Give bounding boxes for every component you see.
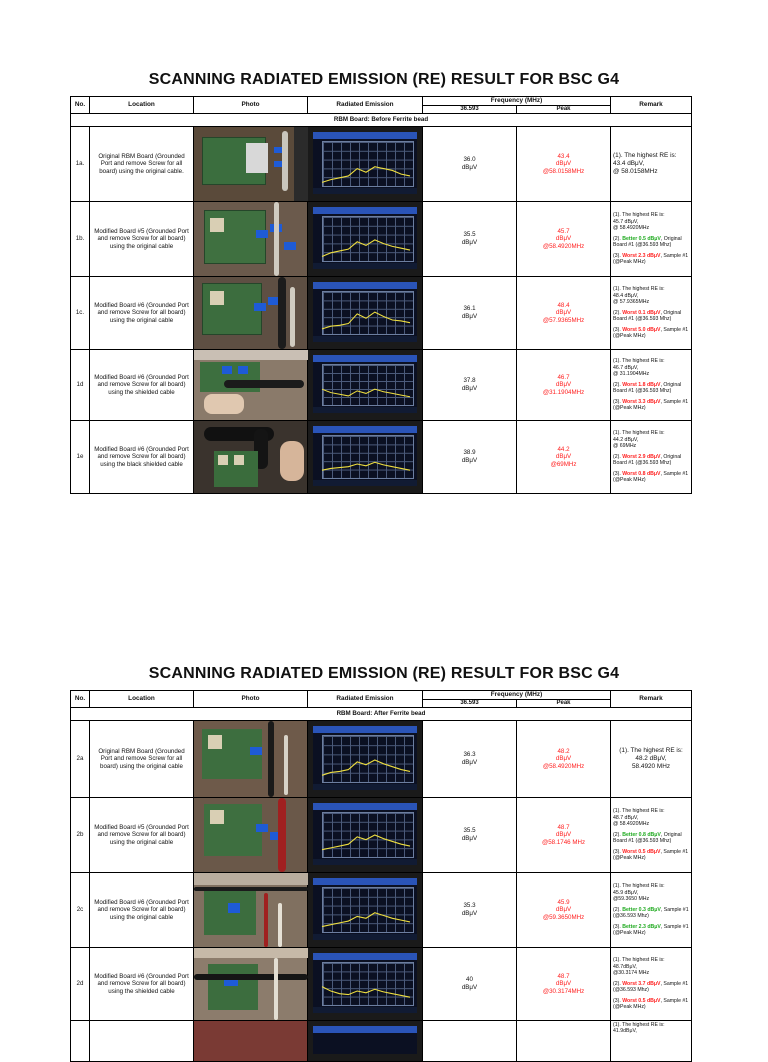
remark-prefix: (2). (613, 309, 621, 316)
table-row (71, 420, 692, 493)
header-location: Location (90, 97, 194, 114)
emission-table (70, 690, 692, 1062)
remark-line: (1). The highest RE is: (613, 883, 665, 890)
board-photo (194, 797, 308, 872)
peak-frequency: @58.1746 MHz (541, 838, 586, 846)
board-photo (194, 947, 308, 1020)
remark-rest: , Sample #1 (@Peak MHz) (613, 326, 689, 340)
remark-line: (1). The highest RE is: (613, 957, 665, 964)
remark-line: @ 69MHz (613, 443, 637, 450)
row-remark (611, 720, 692, 797)
emission-table (70, 96, 692, 494)
table-row (71, 349, 692, 420)
remark-line: (1). The highest RE is: (613, 151, 677, 159)
table-row (71, 797, 692, 872)
peak-number: 48.4 (557, 301, 570, 309)
row-location: Modified Board #6 (Grounded Port and remove Screw for all board) using the shielded cable (90, 349, 194, 420)
board-photo (194, 126, 308, 201)
row-location: Modified Board #5 (Grounded Port and remove Screw for all board) using the original cable (90, 201, 194, 276)
peak-number: 45.9 (557, 898, 570, 906)
remark-rest: , Sample #1 (@Peak MHz) (613, 470, 689, 484)
header-photo: Photo (194, 97, 308, 114)
remark-highlight: Worst 0.1 dBμV (622, 309, 661, 316)
row-number: 1c. (71, 276, 90, 349)
peak-frequency: @58.0158MHz (542, 167, 585, 175)
remark-highlight: Worst 0.5 dBμV (622, 848, 661, 855)
remark-comparison (613, 310, 689, 323)
remark-line: 45.9 dBμV, (613, 889, 639, 896)
peak-number: 43.4 (557, 152, 570, 160)
remark-highlight: Better 0.3 dBμV (622, 906, 661, 913)
peak-value (517, 872, 611, 947)
section-1-title: SCANNING RADIATED EMISSION (RE) RESULT FOR BSC G4 (148, 71, 620, 88)
row-remark (611, 797, 692, 872)
remark-comparison (613, 471, 689, 484)
peak-number: 46.7 (557, 373, 570, 381)
remark-rest: , Sample #1 (@Peak MHz) (613, 848, 689, 862)
remark-rest: , Sample #1 (@Peak MHz) (613, 997, 689, 1011)
peak-number: 48.7 (557, 823, 570, 831)
peak-frequency: @69MHz (550, 460, 577, 468)
board-photo (194, 420, 308, 493)
board-photo (194, 720, 308, 797)
value-36593 (423, 126, 517, 201)
remark-line: (1). The highest RE is: (613, 212, 665, 219)
table-row (71, 201, 692, 276)
board-photo (194, 872, 308, 947)
row-number: 2a (71, 720, 90, 797)
spectrum-screenshot (308, 349, 423, 420)
spectrum-screenshot (308, 126, 423, 201)
row-remark (611, 1020, 692, 1061)
row-number: 2b (71, 797, 90, 872)
value-36593 (423, 349, 517, 420)
remark-highlight: Worst 2.9 dBμV (622, 453, 661, 460)
remark-line: @59.3650 MHz (613, 896, 650, 903)
row-number: 1e (71, 420, 90, 493)
spectrum-screenshot (308, 947, 423, 1020)
remark-line: (1). The highest RE is: (613, 358, 665, 365)
remark-line: @ 58.4920MHz (613, 225, 650, 232)
remark-prefix: (2). (613, 831, 621, 838)
remark-highlight: Better 0.5 dBμV (622, 235, 661, 242)
spectrum-screenshot (308, 797, 423, 872)
peak-unit: dBμV (555, 381, 572, 389)
peak-unit: dBμV (555, 235, 572, 243)
row-remark (611, 947, 692, 1020)
remark-line: 58.4920 MHz (632, 762, 671, 770)
value-unit: dBμV (461, 758, 478, 766)
value-number: 36.3 (463, 751, 476, 759)
remark-rest: , Sample #1 (@36.593 Mhz) (613, 980, 689, 994)
table-row (71, 872, 692, 947)
remark-line: @ 57.9365MHz (613, 299, 650, 306)
remark-highlight: Worst 3.7 dBμV (622, 980, 661, 987)
remark-comparison (613, 399, 689, 412)
table-row (71, 1020, 692, 1061)
row-location: Modified Board #6 (Grounded Port and remove Screw for all board) using the original cable (90, 872, 194, 947)
row-remark (611, 420, 692, 493)
row-location: Modified Board #5 (Grounded Port and remove Screw for all board) using the original cable (90, 797, 194, 872)
remark-comparison (613, 327, 689, 340)
header-no: No. (71, 691, 90, 708)
remark-prefix: (3). (613, 923, 621, 930)
remark-rest: , Original Board #1 (@36.593 Mhz) (613, 453, 682, 467)
remark-rest: , Original Board #1 (@36.593 Mhz) (613, 381, 682, 395)
results-table-after-ferrite (70, 690, 691, 1035)
peak-frequency: @30.3174MHz (542, 987, 585, 995)
remark-highlight: Worst 0.5 dBμV (622, 997, 661, 1004)
remark-line: (1). The highest RE is: (613, 286, 665, 293)
remark-prefix: (3). (613, 997, 621, 1004)
peak-number: 44.2 (557, 445, 570, 453)
row-remark (611, 276, 692, 349)
remark-line: 44.2 dBμV, (613, 436, 639, 443)
value-unit: dBμV (461, 456, 478, 464)
header-location: Location (90, 691, 194, 708)
value-unit: dBμV (461, 983, 478, 991)
remark-highlight: Worst 3.3 dBμV (622, 398, 661, 405)
value-36593 (423, 420, 517, 493)
row-remark (611, 201, 692, 276)
header-freq-36593: 36.593 (423, 105, 517, 113)
remark-highlight: Worst 2.3 dBμV (622, 252, 661, 259)
row-number (71, 1020, 90, 1061)
peak-frequency: @59.3650MHz (542, 913, 585, 921)
remark-comparison (613, 382, 689, 395)
peak-value (517, 126, 611, 201)
peak-number: 48.2 (557, 747, 570, 755)
value-unit: dBμV (461, 238, 478, 246)
table-row (71, 276, 692, 349)
spectrum-screenshot (308, 720, 423, 797)
remark-line: 48.2 dBμV, (635, 754, 667, 762)
subheader-before-ferrite: RBM Board: Before Ferrite bead (71, 113, 692, 126)
peak-value (517, 947, 611, 1020)
spectrum-screenshot (308, 201, 423, 276)
remark-prefix: (2). (613, 235, 621, 242)
row-number: 1d (71, 349, 90, 420)
remark-highlight: Worst 0.8 dBμV (622, 470, 661, 477)
remark-line: 48.7 dBμV, (613, 814, 639, 821)
remark-line: 48.7dBμV, (613, 963, 637, 970)
peak-unit: dBμV (555, 755, 572, 763)
remark-line: (1). The highest RE is: (619, 746, 683, 754)
row-location: Modified Board #6 (Grounded Port and remove Screw for all board) using the original cable (90, 276, 194, 349)
remark-prefix: (3). (613, 252, 621, 259)
remark-highlight: Worst 1.8 dBμV (622, 381, 661, 388)
remark-comparison (613, 832, 689, 845)
header-freq-36593: 36.593 (423, 699, 517, 707)
remark-comparison (613, 454, 689, 467)
table-row (71, 720, 692, 797)
peak-value (517, 420, 611, 493)
value-36593 (423, 276, 517, 349)
row-number: 1b. (71, 201, 90, 276)
header-remark: Remark (611, 97, 692, 114)
value-number: 35.5 (463, 231, 476, 239)
header-radiated-emission: Radiated Emission (308, 97, 423, 114)
remark-prefix: (3). (613, 848, 621, 855)
remark-line: (1). The highest RE is: (613, 808, 665, 815)
remark-comparison (613, 253, 689, 266)
remark-highlight: Better 2.3 dBμV (622, 923, 661, 930)
remark-prefix: (2). (613, 381, 621, 388)
remark-rest: , Original Board #1 (@36.593 Mhz) (613, 235, 682, 249)
peak-value (517, 797, 611, 872)
header-frequency: Frequency (MHz) (423, 691, 611, 700)
remark-line: 43.4 dBμV, (613, 159, 645, 167)
subheader-after-ferrite: RBM Board: After Ferrite bead (71, 707, 692, 720)
header-radiated-emission: Radiated Emission (308, 691, 423, 708)
value-unit: dBμV (461, 384, 478, 392)
header-freq-peak: Peak (517, 699, 611, 707)
remark-comparison (613, 849, 689, 862)
remark-highlight: Better 0.8 dBμV (622, 831, 661, 838)
remark-rest: , Original Board #1 (@36.593 Mhz) (613, 309, 682, 323)
remark-line: (1). The highest RE is: (613, 430, 665, 437)
value-number: 36.1 (463, 305, 476, 313)
remark-rest: , Sample #1 (@36.593 Mhz) (613, 906, 689, 920)
spectrum-screenshot (308, 276, 423, 349)
row-number: 2c (71, 872, 90, 947)
value-unit: dBμV (461, 909, 478, 917)
remark-comparison (613, 907, 689, 920)
peak-number: 45.7 (557, 227, 570, 235)
header-freq-peak: Peak (517, 105, 611, 113)
peak-value (517, 720, 611, 797)
value-number: 35.5 (463, 827, 476, 835)
board-photo (194, 349, 308, 420)
row-number: 1a. (71, 126, 90, 201)
value-36593 (423, 947, 517, 1020)
row-remark (611, 349, 692, 420)
peak-unit: dBμV (555, 453, 572, 461)
header-remark: Remark (611, 691, 692, 708)
peak-unit: dBμV (555, 160, 572, 168)
value-36593 (423, 201, 517, 276)
value-number: 37.8 (463, 377, 476, 385)
value-36593 (423, 872, 517, 947)
peak-unit: dBμV (555, 906, 572, 914)
row-location (90, 1020, 194, 1061)
remark-rest: , Sample #1 (@Peak MHz) (613, 398, 689, 412)
header-photo: Photo (194, 691, 308, 708)
remark-prefix: (3). (613, 398, 621, 405)
spectrum-screenshot (308, 420, 423, 493)
remark-prefix: (2). (613, 980, 621, 987)
value-number: 40 (466, 976, 473, 984)
row-number: 2d (71, 947, 90, 1020)
remark-line: (1). The highest RE is: (613, 1021, 665, 1028)
row-location: Modified Board #6 (Grounded Port and remove Screw for all board) using the shielded cable (90, 947, 194, 1020)
board-photo (194, 201, 308, 276)
peak-value (517, 1020, 611, 1061)
header-no: No. (71, 97, 90, 114)
remark-line: @ 58.0158MHz (613, 167, 658, 175)
table-row (71, 947, 692, 1020)
peak-number: 48.7 (557, 972, 570, 980)
value-number: 38.9 (463, 449, 476, 457)
remark-line: @ 58.4920MHz (613, 821, 650, 828)
board-photo (194, 1020, 308, 1061)
remark-line: @ 31.1904MHz (613, 371, 650, 378)
remark-prefix: (3). (613, 470, 621, 477)
spectrum-screenshot (308, 1020, 423, 1061)
remark-rest: , Original Board #1 (@36.593 Mhz) (613, 831, 682, 845)
remark-rest: , Sample #1 (@Peak MHz) (613, 252, 689, 266)
value-unit: dBμV (461, 834, 478, 842)
value-36593 (423, 720, 517, 797)
remark-line: 48.4 dBμV, (613, 292, 639, 299)
remark-highlight: Worst 5.0 dBμV (622, 326, 661, 333)
remark-comparison (613, 981, 689, 994)
remark-prefix: (2). (613, 453, 621, 460)
row-location: Original RBM Board (Grounded Port and remove Screw for all board) using the original cable. (90, 126, 194, 201)
remark-prefix: (3). (613, 326, 621, 333)
remark-comparison (613, 998, 689, 1011)
section-2-title: SCANNING RADIATED EMISSION (RE) RESULT FOR BSC G4 (148, 665, 620, 682)
peak-frequency: @58.4920MHz (542, 242, 585, 250)
peak-unit: dBμV (555, 309, 572, 317)
value-36593 (423, 797, 517, 872)
peak-value (517, 201, 611, 276)
table-row (71, 126, 692, 201)
value-unit: dBμV (461, 163, 478, 171)
remark-line: 45.7 dBμV, (613, 218, 639, 225)
row-remark (611, 126, 692, 201)
row-location: Original RBM Board (Grounded Port and remove Screw for all board) using the original cable (90, 720, 194, 797)
results-table-before-ferrite (70, 96, 691, 494)
peak-frequency: @57.9365MHz (542, 316, 585, 324)
peak-unit: dBμV (555, 980, 572, 988)
remark-comparison (613, 924, 689, 937)
value-number: 36.0 (463, 156, 476, 164)
peak-value (517, 349, 611, 420)
remark-line: 46.7 dBμV, (613, 364, 639, 371)
remark-line: @30.3174 MHz (613, 970, 650, 977)
peak-unit: dBμV (555, 831, 572, 839)
board-photo (194, 276, 308, 349)
value-unit: dBμV (461, 312, 478, 320)
remark-rest: , Sample #1 (@Peak MHz) (613, 923, 689, 937)
value-36593 (423, 1020, 517, 1061)
peak-frequency: @58.4920MHz (542, 762, 585, 770)
peak-value (517, 276, 611, 349)
peak-frequency: @31.1904MHz (542, 388, 585, 396)
row-location: Modified Board #6 (Grounded Port and remove Screw for all board) using the black shielded cable (90, 420, 194, 493)
remark-prefix: (2). (613, 906, 621, 913)
row-remark (611, 872, 692, 947)
value-number: 35.3 (463, 902, 476, 910)
remark-line: 41.9dBμV, (613, 1028, 637, 1035)
header-frequency: Frequency (MHz) (423, 97, 611, 106)
remark-comparison (613, 236, 689, 249)
spectrum-screenshot (308, 872, 423, 947)
